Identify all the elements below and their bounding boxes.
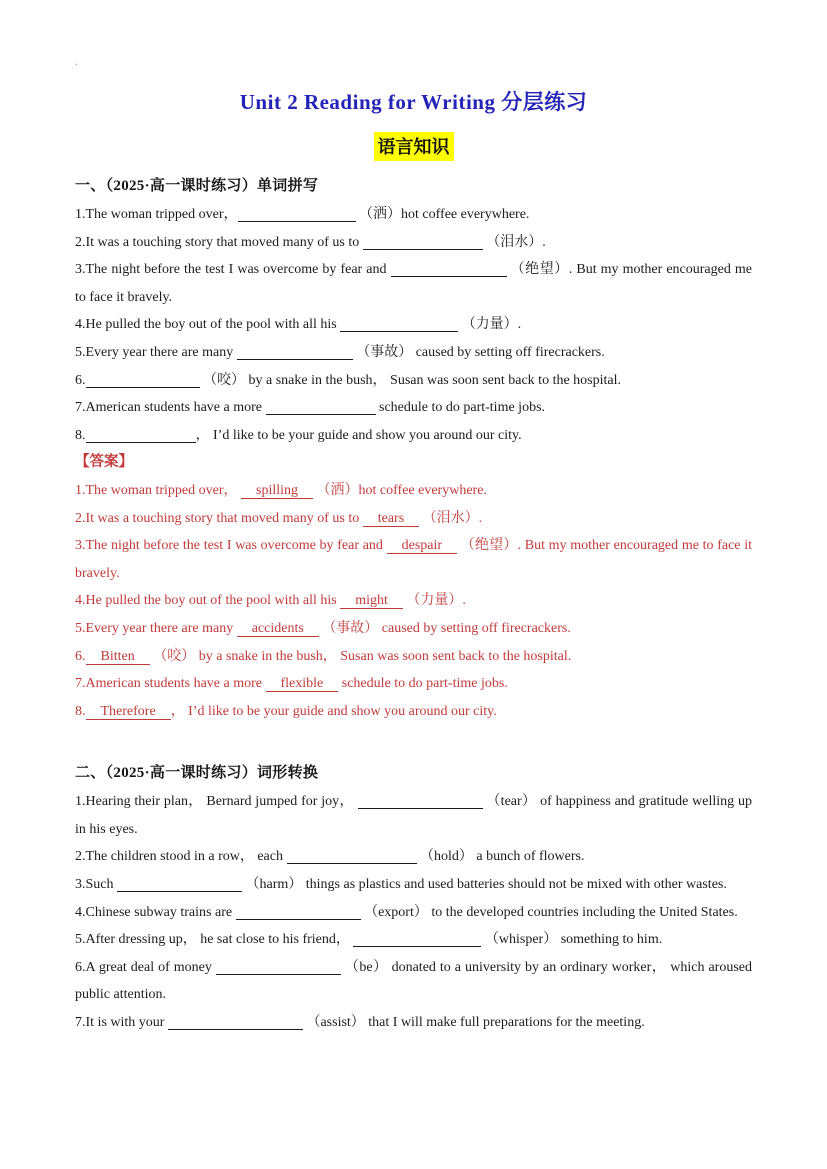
section-heading: 一、（2025·高一课时练习）单词拼写 — [75, 178, 319, 194]
blank-underline — [168, 1028, 303, 1030]
text-run: 8. — [75, 703, 86, 719]
text-run: ， I’d like to be your guide and show you around our city. — [195, 427, 522, 443]
text-run: 7.It is with your — [75, 1015, 168, 1031]
answer-text: accidents — [237, 621, 319, 637]
question-line — [75, 926, 752, 954]
answer-line — [75, 643, 752, 671]
answer-text: might — [340, 593, 403, 609]
answer-line — [75, 587, 752, 615]
answer-line — [75, 615, 752, 643]
text-run: 5.After dressing up， he sat close to his friend， — [75, 932, 354, 948]
blank-underline — [86, 441, 196, 443]
answers-label — [75, 449, 752, 477]
text-run: （harm） things as plastics and used batteries should not be mixed with other wastes. — [242, 877, 727, 893]
text-run: 5.Every year there are many — [75, 620, 237, 636]
blank-underline — [216, 973, 341, 975]
text-run: （洒）hot coffee everywhere. — [313, 482, 487, 498]
text-run: （洒）hot coffee everywhere. — [355, 207, 530, 222]
text-run: schedule to do part-time jobs. — [375, 400, 546, 416]
text-run: （whisper） something to him. — [481, 932, 663, 948]
question-line — [75, 899, 752, 927]
text-run: 2.It was a touching story that moved many of us to — [75, 234, 363, 250]
answer-text: spilling — [241, 483, 313, 499]
answer-text: Therefore — [86, 704, 171, 720]
blank-underline — [236, 918, 361, 920]
text-run: 2.It was a touching story that moved many of us to — [75, 510, 363, 526]
text-run: 6.A great deal of money — [75, 959, 216, 975]
text-run: 7.American students have a more — [75, 400, 266, 416]
text-run: 7.American students have a more — [75, 676, 266, 692]
text-run: （泪水）. — [419, 510, 483, 526]
text-run: 1.The woman tripped over， — [75, 207, 238, 222]
answer-line — [75, 532, 752, 587]
text-run: （tear） of happiness and gratitude welling up in his eyes. — [75, 794, 752, 837]
text-run: （绝望）. But my mother encouraged me to face it bravely. — [75, 538, 753, 581]
answer-line — [75, 505, 752, 533]
question-line — [75, 954, 752, 1009]
text-run: （hold） a bunch of flowers. — [416, 849, 585, 865]
answer-text: flexible — [266, 676, 339, 692]
blank-underline — [238, 220, 356, 222]
text-run: 5.Every year there are many — [75, 344, 237, 360]
text-run: schedule to do part-time jobs. — [338, 676, 508, 692]
question-line — [75, 788, 752, 843]
question-line — [75, 422, 752, 450]
text-run: （绝望）. But my mother encouraged me to face it bravely. — [75, 262, 752, 305]
blank-underline — [266, 413, 376, 415]
question-line — [75, 843, 752, 871]
answer-line — [75, 670, 752, 698]
question-line — [75, 201, 752, 229]
topic-highlight-label: 语言知识 — [374, 132, 454, 161]
text-run: 1.Hearing their plan， Bernard jumped for joy， — [75, 794, 358, 810]
question-line — [75, 311, 752, 339]
text-run: 4.He pulled the boy out of the pool with all his — [75, 317, 341, 333]
text-run: 2.The children stood in a row， each — [75, 849, 287, 865]
text-run: 4.He pulled the boy out of the pool with all his — [75, 593, 341, 609]
blank-underline — [391, 275, 507, 277]
text-run: 【答案】 — [75, 454, 133, 471]
blank-underline — [363, 248, 483, 250]
blank-underline — [287, 862, 417, 864]
text-run: （export） to the developed countries including the United States. — [360, 904, 738, 920]
blank-underline — [358, 807, 483, 809]
answer-line — [75, 477, 752, 505]
page-title: Unit 2 Reading for Writing 分层练习 — [239, 90, 588, 114]
question-line — [75, 1009, 752, 1037]
text-run: 1.The woman tripped over， — [75, 482, 242, 498]
question-line — [75, 256, 752, 311]
answer-text: Bitten — [86, 649, 150, 665]
text-run: （咬） by a snake in the bush， Susan was soon sent back to the hospital. — [199, 372, 622, 388]
blank-underline — [86, 386, 200, 388]
question-line — [75, 394, 752, 422]
text-run: 6. — [75, 372, 86, 388]
blank-underline — [340, 330, 458, 332]
answer-line — [75, 698, 752, 726]
question-line — [75, 339, 752, 367]
section-heading: 二、（2025·高一课时练习）词形转换 — [75, 765, 319, 782]
topic-badge-row — [75, 132, 752, 161]
question-line — [75, 229, 752, 257]
text-run: （assist） that I will make full preparations for the meeting. — [302, 1015, 645, 1031]
text-run: （力量）. — [458, 317, 522, 333]
text-run: （咬） by a snake in the bush， Susan was soon sent back to the hospital. — [149, 648, 572, 664]
text-run: （事故） caused by setting off firecrackers. — [352, 344, 605, 360]
text-run: 8. — [75, 427, 86, 443]
text-run: 3.The night before the test I was overcome by fear and — [75, 262, 391, 278]
text-run: 3.The night before the test I was overcome by fear and — [75, 538, 387, 554]
text-run: （泪水）. — [482, 234, 546, 250]
text-run: ， I’d like to be your guide and show you around our city. — [170, 703, 497, 719]
blank-underline — [117, 890, 242, 892]
blank-underline — [237, 358, 353, 360]
question-line — [75, 367, 752, 395]
text-run: （be） donated to a university by an ordinary worker， which aroused public attention. — [75, 959, 753, 1003]
text-run: （力量）. — [402, 593, 466, 609]
text-run: （事故） caused by setting off firecrackers. — [318, 620, 571, 636]
answer-text: despair — [387, 538, 457, 554]
text-run: 6. — [75, 648, 86, 664]
text-run: 4.Chinese subway trains are — [75, 904, 236, 920]
answer-text: tears — [363, 511, 419, 527]
text-run: 3.Such — [75, 877, 117, 893]
stray-mark: . — [75, 56, 78, 68]
blank-underline — [353, 945, 481, 947]
question-line — [75, 871, 752, 899]
sections-container — [75, 174, 752, 1037]
